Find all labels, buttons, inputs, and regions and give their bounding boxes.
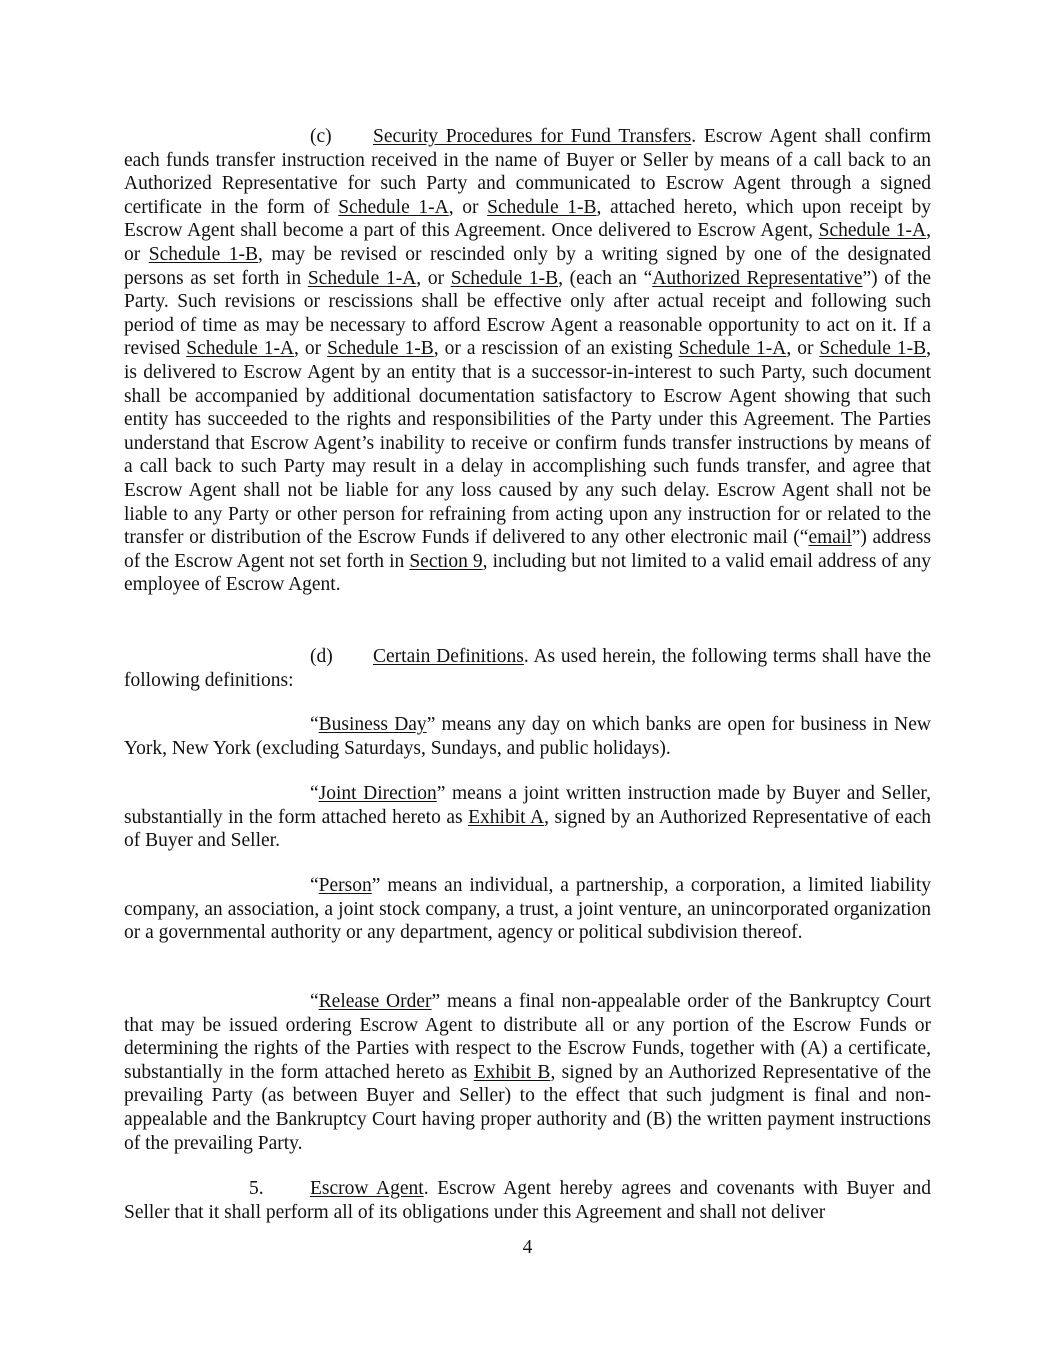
section-5-number: 5. <box>249 1178 264 1199</box>
schedule-ref: Schedule 1-B <box>819 338 927 360</box>
exhibit-ref: Exhibit B <box>473 1061 551 1083</box>
definition-text: ” means a final non-appealable order of the Bankruptcy Court that may be issued ordering Escrow Agent to distribute all or any portion of the Escrow Funds or determining the rights of the Parties with respect to the Escrow Funds, together with (A) a certificate, substantially in the form attached hereto as <box>124 991 931 1083</box>
definition-text: , signed by an Authorized Representative of each of Buyer and Seller. <box>124 806 932 852</box>
defined-term: Business Day <box>318 714 427 735</box>
section-9-ref: Section 9 <box>409 550 483 572</box>
definition-text: ” means any day on which banks are open for business in New York, New York (excluding Saturdays, Sundays, and public holidays). <box>124 714 931 759</box>
section-d-paragraph <box>124 645 931 692</box>
schedule-ref: Schedule 1-A <box>818 220 927 242</box>
section-c-text: . Escrow Agent shall confirm each funds transfer instruction received in the name of Buyer or Seller by means of a call back to an Authorized Representative for such Party and communicated to Escrow Agent through a signed certificate in the form of <box>124 126 931 218</box>
definition-person <box>124 874 931 945</box>
section-c-text: , attached hereto, which upon receipt by Escrow Agent shall become a part of this Agreement. Once delivered to Escrow Agent, <box>124 196 931 242</box>
section-c-text: ”) of the Party. Such revisions or rescissions shall be effective only after actual receipt and following such period of time as may be necessary to afford Escrow Agent a reasonable opportunity to act on it. If a revised <box>124 267 932 360</box>
section-c-number: (c) <box>310 126 332 147</box>
schedule-ref: Schedule 1-B <box>148 243 259 265</box>
section-c-text: , or a rescission of an existing <box>433 338 679 360</box>
exhibit-ref: Exhibit A <box>468 806 545 828</box>
definition-text: ” means an individual, a partnership, a corporation, a limited liability company, an association, a joint stock company, a trust, a joint venture, an unincorporated organization or a governmental authority or any department, agency or political subdivision thereof. <box>124 875 931 944</box>
section-c-text: , is delivered to Escrow Agent by an entity that is a successor-in-interest to such Party, such document shall be accompanied by additional documentation satisfactory to Escrow Agent showing that such entity has succeeded to the rights and responsibilities of the Party under this Agreement. The Parties understand that Escrow Agent’s inability to receive or confirm funds transfer instructions by means of a call back to such Party may result in a delay in accomplishing such funds transfer, and agree that Escrow Agent shall not be liable for any loss caused by any such delay. Escrow Agent shall not be liable to any Party or other person for refraining from acting upon any instruction for or related to the transfer or distribution of the Escrow Funds if delivered to any other electronic mail (“ <box>124 338 931 549</box>
schedule-ref: Schedule 1-A <box>678 338 787 360</box>
defined-term: Person <box>318 875 372 896</box>
definition-release-order <box>124 990 931 1155</box>
quote-mark: “ <box>310 714 319 735</box>
section-c-text: , or <box>124 220 931 265</box>
section-c-paragraph <box>124 125 931 597</box>
schedule-ref: Schedule 1-A <box>338 196 449 218</box>
definition-joint-direction <box>124 782 931 853</box>
section-c-text: , (each an “ <box>558 267 653 289</box>
schedule-ref: Schedule 1-A <box>186 338 295 360</box>
definition-text: , signed by an Authorized Representative of the prevailing Party (as between Buyer and Seller) to the effect that such judgment is final and non-appealable and the Bankruptcy Court having proper authority and (B) the written payment instructions of the prevailing Party. <box>124 1061 931 1154</box>
quote-mark: “ <box>310 783 319 804</box>
authorized-representative-term: Authorized Representative <box>652 267 863 289</box>
section-c-text: , including but not limited to a valid email address of any employee of Escrow Agent. <box>124 550 931 596</box>
section-c-text: , or <box>294 338 328 360</box>
schedule-ref: Schedule 1-A <box>307 267 417 289</box>
email-term: email <box>808 527 852 549</box>
section-5-text: . Escrow Agent hereby agrees and covenants with Buyer and Seller that it shall perform all of its obligations under this Agreement and shall not deliver <box>124 1178 932 1223</box>
section-c-text: , or <box>448 196 488 218</box>
definition-business-day <box>124 713 931 760</box>
defined-term: Release Order <box>318 991 432 1012</box>
section-d-heading: Certain Definitions <box>373 646 524 667</box>
definition-text: ” means a joint written instruction made by Buyer and Seller, substantially in the form attached hereto as <box>124 783 931 828</box>
quote-mark: “ <box>310 991 319 1012</box>
defined-term: Joint Direction <box>318 783 437 804</box>
section-d-number: (d) <box>310 646 333 667</box>
section-5-paragraph <box>124 1177 931 1224</box>
page-number: 4 <box>522 1237 533 1258</box>
section-c-text: , or <box>786 338 820 360</box>
schedule-ref: Schedule 1-B <box>487 196 597 218</box>
section-c-text: , or <box>416 267 451 289</box>
section-c-text: , may be revised or rescinded only by a writing signed by one of the designated persons as set forth in <box>124 243 932 289</box>
schedule-ref: Schedule 1-B <box>327 338 434 360</box>
section-c-text: ”) address of the Escrow Agent not set forth in <box>124 527 931 572</box>
schedule-ref: Schedule 1-B <box>450 267 559 289</box>
section-c-heading: Security Procedures for Fund Transfers <box>373 126 692 147</box>
section-d-text: . As used herein, the following terms shall have the following definitions: <box>124 646 932 691</box>
quote-mark: “ <box>310 875 319 896</box>
section-5-heading: Escrow Agent <box>310 1178 424 1199</box>
